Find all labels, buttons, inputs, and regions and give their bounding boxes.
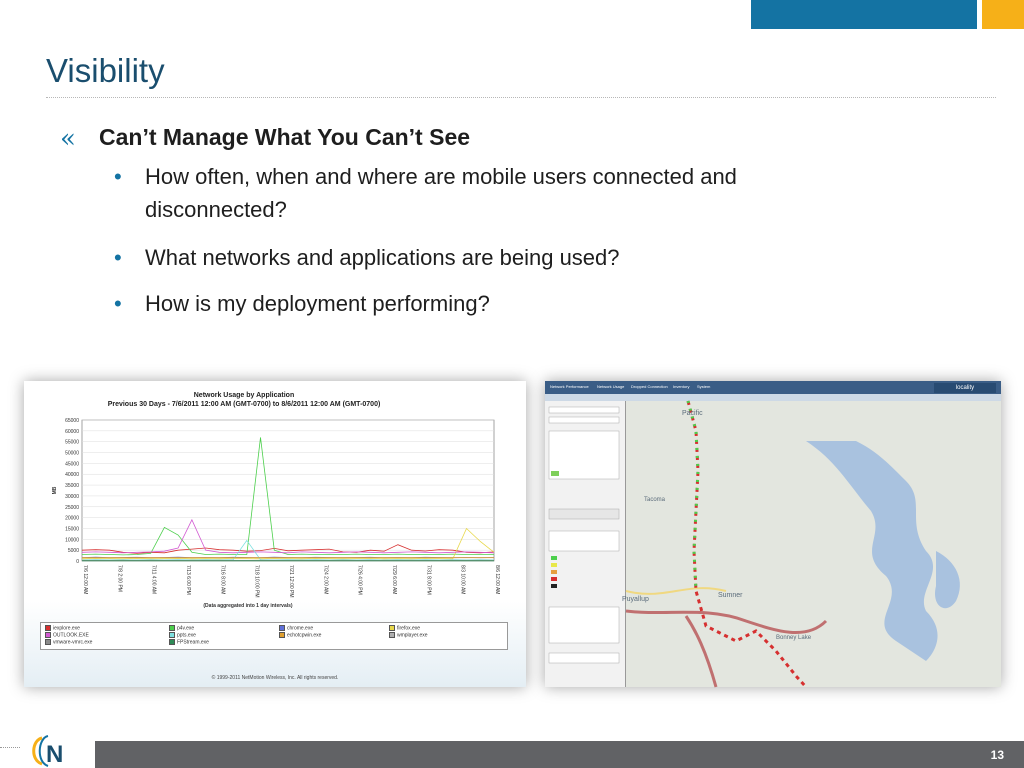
y-tick-label: 35000 (65, 483, 79, 490)
map-subtab-bar (545, 394, 1001, 401)
y-tick-label: 20000 (65, 515, 79, 522)
sub-bullet-text: How often, when and where are mobile users connected and disconnected? (145, 164, 737, 222)
map-canvas (622, 401, 1001, 687)
copyright-text: © 1999-2011 NetMotion Wireless, Inc. All rights reserved. (211, 675, 339, 681)
bullet-dot-icon: • (114, 164, 122, 189)
legend-item (169, 632, 196, 638)
legend-swatch (45, 639, 51, 645)
y-tick-label: 50000 (65, 450, 79, 457)
y-tick-label: 5000 (67, 548, 79, 555)
y-tick-label: 60000 (65, 428, 79, 435)
plot-area (82, 420, 494, 561)
legend-swatch (45, 625, 51, 631)
legend-label: p4v.exe (177, 625, 195, 632)
map-label-pacific: Pacific (682, 410, 703, 417)
y-tick-label: 40000 (65, 472, 79, 479)
y-tick-label: 25000 (65, 504, 79, 511)
network-usage-chart-screenshot (24, 381, 526, 687)
legend-label: ppts.exe (177, 632, 196, 639)
x-tick-label: 7/18 10:00 PM (253, 565, 260, 598)
chart-legend (40, 622, 508, 650)
legend-label: vmware-vmrc.exe (53, 639, 93, 646)
legend-item (279, 632, 321, 638)
x-tick-label: 7/6 12:00 AM (82, 565, 88, 595)
locality-logo: locality (934, 383, 996, 393)
x-tick-label: 7/11 4:00 AM (150, 565, 157, 595)
y-tick-label: 65000 (65, 418, 79, 424)
x-tick-label: 7/13 6:00 PM (185, 565, 191, 595)
legend-label: echotcpwin.exe (287, 632, 322, 639)
netmotion-logo-icon (28, 734, 68, 768)
legend-item (389, 632, 428, 638)
sub-bullet-text: How is my deployment performing? (145, 291, 490, 316)
legend-swatch (389, 625, 395, 631)
legend-label: wmplayer.exe (397, 632, 428, 639)
y-tick-label: 30000 (65, 493, 79, 500)
side-panel-controls (545, 401, 625, 687)
map-label-puyallup: Puyallup (622, 596, 649, 603)
legend-label: FPStream.exe (177, 639, 209, 646)
legend-item (169, 639, 209, 645)
top-accent-bar-gold (982, 0, 1024, 29)
y-tick-label: 55000 (65, 439, 79, 446)
x-tick-label: 7/24 2:00 AM (322, 565, 329, 595)
map-label-sumner: Sumner (718, 592, 743, 599)
legend-item (389, 625, 420, 631)
legend-swatch (389, 632, 395, 638)
map-label-tacoma: Tacoma (644, 497, 666, 503)
map-side-panel (545, 401, 626, 687)
x-axis-label: (Data aggregated into 1 day intervals) (203, 603, 293, 609)
bullet-dot-icon: • (114, 245, 122, 270)
legend-item (45, 639, 92, 645)
tab-dropped-connection[interactable]: Dropped Connection (631, 384, 668, 389)
map-screenshot (545, 381, 1001, 687)
legend-label: OUTLOOK.EXE (53, 632, 89, 639)
usage-line-chart (24, 381, 526, 621)
y-tick-label: 0 (76, 559, 79, 565)
x-tick-label: 7/26 4:00 PM (356, 565, 363, 595)
y-tick-label: 45000 (65, 461, 79, 468)
legend-item (169, 625, 194, 631)
x-tick-label: 7/8 2:00 PM (116, 565, 123, 592)
tab-network-usage[interactable]: Network Usage (597, 384, 625, 389)
tab-inventory[interactable]: Inventory (673, 384, 690, 389)
legend-item (279, 625, 313, 631)
x-tick-label: 7/29 6:00 AM (391, 565, 397, 595)
footer-bar (95, 741, 1024, 768)
bullet-dot-icon: • (114, 291, 122, 316)
chevron-bullet-icon: « (60, 124, 76, 154)
bullet-heading: Can’t Manage What You Can’t See (99, 124, 471, 150)
legend-swatch (169, 639, 175, 645)
x-tick-label: 7/16 8:00 AM (219, 565, 226, 595)
legend-label: iexplore.exe (53, 625, 80, 632)
page-number: 13 (990, 748, 1004, 762)
legend-label: chrome.exe (287, 625, 314, 632)
top-accent-bar-blue (751, 0, 977, 29)
legend-item (45, 632, 89, 638)
chart-subtitle: Previous 30 Days - 7/6/2011 12:00 AM (GMT-0700) to 8/6/2011 12:00 AM (GMT-0700) (107, 401, 381, 408)
x-tick-label: 8/6 12:00 AM (494, 565, 500, 595)
legend-swatch (169, 625, 175, 631)
x-tick-label: 7/31 8:00 PM (425, 565, 432, 595)
tab-network-performance[interactable]: Network Performance (550, 384, 589, 389)
legend-swatch (45, 632, 51, 638)
x-tick-label: 8/3 10:00 AM (459, 565, 466, 595)
x-tick-label: 7/21 12:00 PM (288, 565, 294, 598)
legend-swatch (279, 625, 285, 631)
svg-text:N: N (46, 741, 64, 768)
map-tab-bar (545, 381, 1001, 394)
map-view[interactable] (622, 401, 1001, 687)
legend-label: firefox.exe (397, 625, 421, 632)
tab-system[interactable]: System (697, 384, 711, 389)
title-divider (46, 97, 996, 98)
y-tick-label: 10000 (65, 537, 79, 544)
y-tick-label: 15000 (65, 526, 79, 533)
slide-title: Visibility (46, 52, 165, 89)
y-axis-label: MB (52, 486, 58, 495)
legend-swatch (279, 632, 285, 638)
legend-swatch (169, 632, 175, 638)
sub-bullet-text: What networks and applications are being used? (145, 245, 620, 270)
footer-dotted-line (0, 747, 20, 748)
legend-item (45, 625, 80, 631)
map-label-bonney-lake: Bonney Lake (776, 635, 812, 641)
chart-title: Network Usage by Application (193, 392, 295, 399)
